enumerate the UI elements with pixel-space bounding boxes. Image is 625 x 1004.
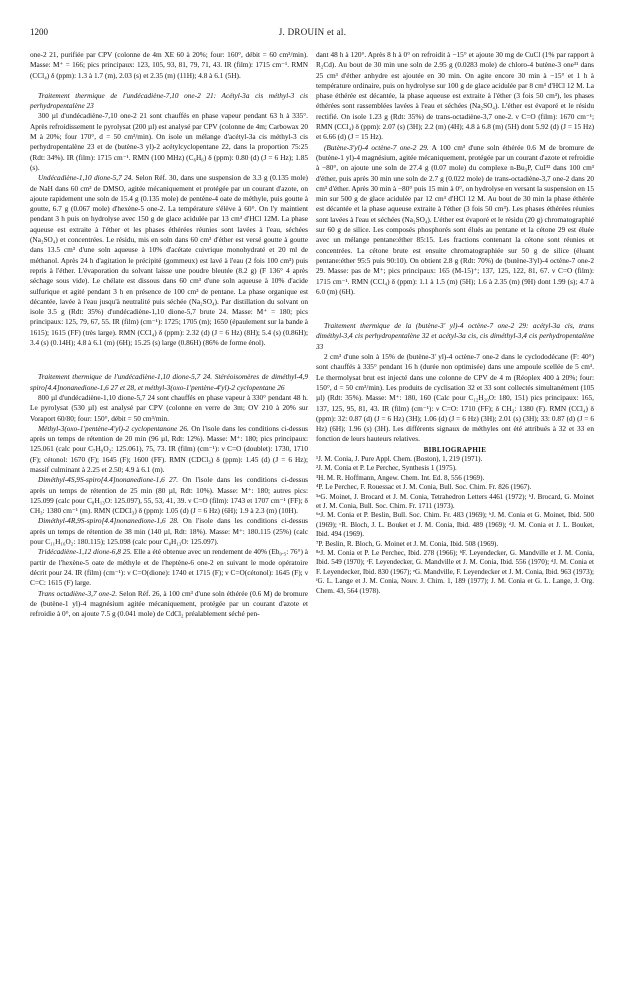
paragraph: Méthyl-3(oxo-1'pentène-4'yl)-2 cyclopentanone 26. On l'isole dans les conditions ci-dessus après un temps de rétention de 20 min (96 µl, Rdt: 12%). Masse: M⁺: 180; pics principaux: 125.061 (calc pour C₇H₉O₂: 125.061), 75, 73. IR (film) (cm⁻¹): ν C=O (doublet): 1730, 1710 (F); cétonol: 1670 (F); 1645 (F); 1600 (FF). RMN (CDCl₃) δ (ppm): 1.45 (d) (J = 6 Hz); massif culminant à 2.25 et 2.50; 4.9 à 6.1 (m). (30, 423, 308, 474)
paragraph: 300 µl d'undécadiène-7,10 one-2 21 sont chauffés en phase vapeur pendant 63 h à 335°. Après refroidissement le pyrolysat (200 µl) est analysé par CPV (colonne de 4m; Carbowax 20 M à 20%; four 170°, d = 50 cm³/min). On isole un mélange d'acétyl-3a cis méthyl-3 cis perhydropentalène 23 et de (butène-3 yl)-2 acétylcyclopentane 22, dans la proportion 75:25 (Rdt: 34%). IR (film): 1715 cm⁻¹. RMN (100 MHz) (C₆H₆) δ (ppm): 0.80 (d) (J = 6 Hz); 1.85 (s). (30, 111, 308, 172)
paragraph: Trans octadiène-3,7 one-2. Selon Réf. 26, à 100 cm³ d'une soln éthérée (0.6 M) de bromure de (butène-1 yl)-4 magnésium agitée mécaniquement, protégée par un courant d'azote et refroidie à 0°, on ajoute 7.5 g (0.041 mole) de CdCl₂ préalablement séché pen- (30, 588, 309, 619)
compound-name: Diméthyl-4S,9S-spiro[4.4]nonanedione-1,6 27. (38, 475, 179, 485)
compound-name: Diméthyl-4R,9S-spiro[4.4]nonanedione-1,6 28. (38, 516, 179, 526)
page-header (30, 27, 595, 41)
paragraph: dant 48 h à 120°. Après 8 h à 0° on refroidit à −15° et ajoute 30 mg de CuCl (1% par rapport à R₂Cd). Au bout de 30 min une soln de 2.95 g (0.0283 mole) de chloro-4 butène-3 one³¹ dans 25 cm³ d'éther anhydre est ajoutée en 30 min. On agite encore 30 min à −15° et 1 h à température ordinaire, puis on hydrolyse sur 100 g de glace acidulée par 8 cm³ d'HCl 12 M. La phase éthérée est décantée, la phase aqueuse est extraite à l'éther (3 fois 50 cm³), les phases éthérées sont rassemblées lavées à l'eau et séchées (Na₂SO₄). L'éther est évaporé et le résidu rectifié. On isole 1.23 g (Rdt: 35%) de trans-octadiène-3,7 one-2. ν C=O (film): 1670 cm⁻¹; RMN (CCl₄) δ (ppm): 2.07 (s) (3H); 2.2 (m) (4H); 4.8 à 6.8 (m) (5H) dont 5.92 (d) (J = 15 Hz) et 6.66 (d) (J = 15 Hz). (316, 50, 594, 142)
reference-item: ¹J. M. Conia, J. Pure Appl. Chem. (Boston), 1, 219 (1971). (316, 454, 483, 463)
paragraph: 800 µl d'undécadiène-1,10 dione-5,7 24 sont chauffés en phase vapeur à 330° pendant 48 h. Le pyrolysat (530 µl) est analysé par CPV (colonne en verre de 3m; OV 210 à 20% sur Voraport 60/80; four: 150°, débit = 50 cm³/min. (30, 392, 308, 423)
reference-item: ⁵ᵃG. Moinet, J. Brocard et J. M. Conia, Tetrahedron Letters 4461 (1972); ᵇJ. Brocard, G. Moinet et J. M. Conia, Bull. Soc. Chim. Fr. 1711 (1973). (316, 492, 594, 511)
compound-name: Undécadiène-1,10 dione-5,7 24. (38, 173, 134, 183)
reference-item: ⁷P. Beslin, R. Bloch, G. Moinet et J. M. Conia, Ibid. 508 (1969). (316, 539, 499, 548)
paragraph: Tridécadiène-1,12 dione-6,8 25. Elle a été obtenue avec un rendement de 40% (Eb₀.₅: 76°) à partir de l'hexène-5 oate de méthyle et de l'heptène-6 one-2 en suivant le mode opératoire décrit pour 24. IR (film) (cm⁻¹): ν C=O(dione): 1740 et 1715 (F); ν C=O(cétonol): 1645 (F); ν C=C: 1615 (F) large. (30, 547, 308, 588)
reference-item: ³H. M. R. Hoffmann, Angew. Chem. Int. Ed. 8, 556 (1969). (316, 473, 485, 482)
reference-item: ⁴P. Le Perchec, F. Rouessac et J. M. Conia, Bull. Soc. Chim. Fr. 826 (1967). (316, 483, 532, 492)
paragraph: (Butène-3'yl)-4 octène-7 one-2 29. A 100 cm³ d'une soln éthérée 0.6 M de bromure de (butène-1 yl)-4 magnésium, agitée mécaniquement, protégée par un courant d'azote et refroidie à −80°, on ajoute une soln de 27.4 g (0.07 mole) du complexe n-Bu₃P, CuI³² dans 100 cm³ d'éther, puis après 30 min une soln de 2.7 g (0.022 mole) de trans-octadiène-3,7 one-2 dans 20 cm³ d'éther. Après 30 min à −80° puis 15 min à 0°, on hydrolyse en versant la suspension en 15 min sur 500 g de glace acidulée par 12 cm³ d'HCl 12 M. Au bout de 30 min la phase éthérée est décantée et la phase aqueuse extraite à l'éther (3 fois 50 cm³). Les phases éthérées réunies sont lavées à l'eau et séchées (Na₂SO₄). L'éther est évaporé et le résidu (20 g) chromatographié sur 60 g de silice. Les composés phosphorés sont élués au pentane et la cétone 29 est éluée avec un mélange pentane:éther 85:15. Les fractions contenant la cétone sont réunies et concentrées. La cétone brute est ensuite chromatographiée sur 50 g de silice (éluant pentane:éther 95:5 puis 90:10). On obtient 2.8 g (Rdt: 70%) de (butène-3'yl)-4 octène-7 one-2 29. Masse: pas de M⁺; pics principaux: 165 (M-15)⁺; 137, 125, 122, 81, 67. ν C=O (film): 1715 cm⁻¹. RMN (CCl₄) δ (ppm): 1.1 à 1.5 (m) (5H); 1.6 à 2.35 (m) (9H) dont 1.99 (s); 4.7 à 6.0 (m) (6H). (316, 142, 594, 296)
compound-name: Trans octadiène-3,7 one-2. (38, 588, 118, 598)
bibliography-heading: BIBLIOGRAPHIE (423, 445, 487, 454)
paragraph: Diméthyl-4R,9S-spiro[4.4]nonanedione-1,6 28. On l'isole dans les conditions ci-dessus après un temps de rétention de 38 min (140 µl, Rdt: 18%). Masse: M⁺: 180.115 (25%) (calc pour C₁₁H₁₆O₂: 180.115); 125.098 (calc pour C₈H₁₃O: 125.097). (30, 516, 309, 547)
section-heading: Traitement thermique de l'undécadiène-1,10 dione-5,7 24. Stéréoisomères de diméthyl-4,9 spiro[4.4]nonanedione-1,6 27 et 28, et méthyl-3(oxo-1'pentène-4'yl)-2 cyclopentane 26 (30, 372, 308, 392)
reference-item: ⁶ᵃJ. M. Conia et P. Beslin, Bull. Soc. Chim. Fr. 483 (1969); ᵇJ. M. Conia et G. Moinet, Ibid. 500 (1969); ᶜR. Bloch, J. L. Bouket et J. M. Conia, Ibid. 489 (1969); ᵈJ. M. Conia et J. L. Bouket, Ibid. 494 (1969). (316, 511, 594, 539)
paragraph: Undécadiène-1,10 dione-5,7 24. Selon Réf. 30, dans une suspension de 3.3 g (0.135 mole) de NaH dans 60 cm³ de DMSO, agitée mécaniquement et protégée par un courant d'azote, on ajoute rapidement une soln de 15.4 g (0.135 mole) de pentène-4 oate de méthyle, puis goutte à goutte, 6.7 g (0.067 mole) d'hexène-5 one-2. La température s'élève à 60°. On l'y maintient pendant 3 h puis on hydrolyse avec 150 g de glace acidulée par 13 cm³ d'HCl 12M. La phase aqueuse est extraite à l'éther et les phases éthérées réunies sont lavées à l'eau, séchées (Na₂SO₄) et concentrées. Le résidu, mis en soln dans 60 cm³ d'éther est versé goutte à goutte dans 13.5 cm³ d'une soln aqueuse à 10% d'acétate cuivrique monohydraté et 20 ml de méthanol. Après 24 h d'agitation le précipité (gommeux) est lavé à l'eau (2 fois 100 cm³) puis repris à l'éther. L'évaporation du solvant laisse une poudre bleutée (8.2 g) (F 136° 4 après séchage sous vide). Le chélate est dissous dans 60 cm³ d'une soln aqueuse à 10% d'acide sulfurique et agité pendant 3 h en présence de 100 cm³ de pentane. La phase organique est décantée, lavée à l'eau jusqu'à neutralité puis séchée (Na₂SO₄). Par distillation du solvant on isole 3.5 g (Rdt: 35%) d'undécadiène-1,10 dione-5,7 brute 24. Masse: M⁺ = 180; pics principaux: 125, 79, 67, 55. IR (film) (cm⁻¹): 1725; 1705 (m); 1650 (épaulement sur la bande à 1615); 1615 (FF) (très large). RMN (CCl₄) δ (ppm): 2.32 (d) (J = 6 Hz) (8H); 5.4 (s) (0.86H); 3.4 (s) (0.14H); 4.8 à 6.1 (m) (6H); 15.25 (s) large (0.86H) (86% de forme énol). (30, 173, 308, 348)
compound-name: (Butène-3'yl)-4 octène-7 one-2 29. (324, 142, 429, 152)
reference-item: ⁸ᵃJ. M. Conia et P. Le Perchec, Ibid. 278 (1966); ᵇF. Leyendecker, G. Mandville et J. M. Conia, Ibid. 549 (1970); ᶜF. Leyendecker, G. Mandville et J. M. Conia, Ibid. 556 (1970); ᵈJ. M. Conia et F. Leyendecker, Ibid. 830 (1967); ᵉG. Mandville, F. Leyendecker et J. M. Conia, Ibid. 963 (1973); ᶠG. L. Lange et J. M. Conia, Nouv. J. Chim. 1, 189 (1977); J. M. Conia et G. L. Lange, J. Org. Chem. 43, 564 (1978). (316, 549, 594, 595)
left-column (30, 50, 308, 619)
paragraph: 2 cm³ d'une soln à 15% de (butène-3' yl)-4 octène-7 one-2 dans le cyclododécane (F: 40°) sont chauffés à 335° pendant 16 h (durée non optimisée) dans une ampoule scellée de 5 cm³. Le thermolysat brut est injecté dans une colonne de CPV de 4 m (Réoplex 400 à 20%; four: 150°, d = 50 cm³/min). Les produits de cyclisation 32 et 33 sont collectés simultanément (105 µl) (Rdt: 35%). Masse: M⁺: 180, 160 (Calc pour C₁₂H₂₀O: 180, 151) pics principaux: 165, 137, 125, 95, 81, 43. IR (film) (cm⁻¹): ν C=O: 1710 (FF); δ CH₃: 1380 (F). RMN (CCl₄) δ (ppm): 32: 0.87 (d) (J = 6 Hz) (3H); 1.06 (d) (J = 6 Hz) (3H); 2.01 (s) (3H); 33: 0.87 (d) (J = 6 Hz) (6H); 1.96 (s) (3H). Les différents signaux de méthyles ont été attribués à 32 et 33 en fonction de leurs hauteurs relatives. (316, 352, 594, 444)
running-head: J. DROUIN et al. (278, 27, 347, 37)
compound-name: Méthyl-3(oxo-1'pentène-4'yl)-2 cyclopentanone 26. (38, 423, 189, 433)
paragraph: one-2 21, purifiée par CPV (colonne de 4m XE 60 à 20%; four: 160°, débit = 60 cm³/min). Masse: M⁺ = 166; pics principaux: 123, 105, 93, 81, 79, 71, 43. IR (film): 1715 cm⁻¹. RMN (CCl₄) δ (ppm): 1.3 à 1.7 (m), 2.03 (s) et 2.35 (m) (11H); 4.8 à 6.1 (5H). (30, 50, 308, 80)
right-column (316, 50, 594, 596)
section-heading: Traitement thermique de l'undécadiène-7,10 one-2 21: Acétyl-3a cis méthyl-3 cis perhydropentalène 23 (30, 90, 308, 111)
compound-name: Tridécadiène-1,12 dione-6,8 25. (38, 547, 132, 557)
page-number: 1200 (30, 27, 48, 37)
section-heading: Traitement thermique de la (butène-3' yl)-4 octène-7 one-2 29: acétyl-3a cis, trans diméthyl-3,4 cis perhydropentalène 32 et acétyl-3a cis, cis diméthyl-3,4 cis perhydropentalène 33 (316, 321, 594, 351)
paragraph: Diméthyl-4S,9S-spiro[4.4]nonanedione-1,6 27. On l'isole dans les conditions ci-dessus après un temps de rétention de 25 min (80 µl, Rdt: 10%). Masse: M⁺: 180; autres pics: 125.099 (calc pour C₈H₁₃O: 125.097), 55, 53, 41, 39. ν C=O (film): 1743 et 1707 cm⁻¹ (FF); δ CH₃: 1380 cm⁻¹ (m). RMN (CDCl₃) δ (ppm): 1.05 (d) (J = 6 Hz) (6H); 1.9 à 2.3 (m) (10H). (30, 475, 308, 516)
reference-item: ²J. M. Conia et P. Le Perchec, Synthesis 1 (1975). (316, 464, 457, 473)
